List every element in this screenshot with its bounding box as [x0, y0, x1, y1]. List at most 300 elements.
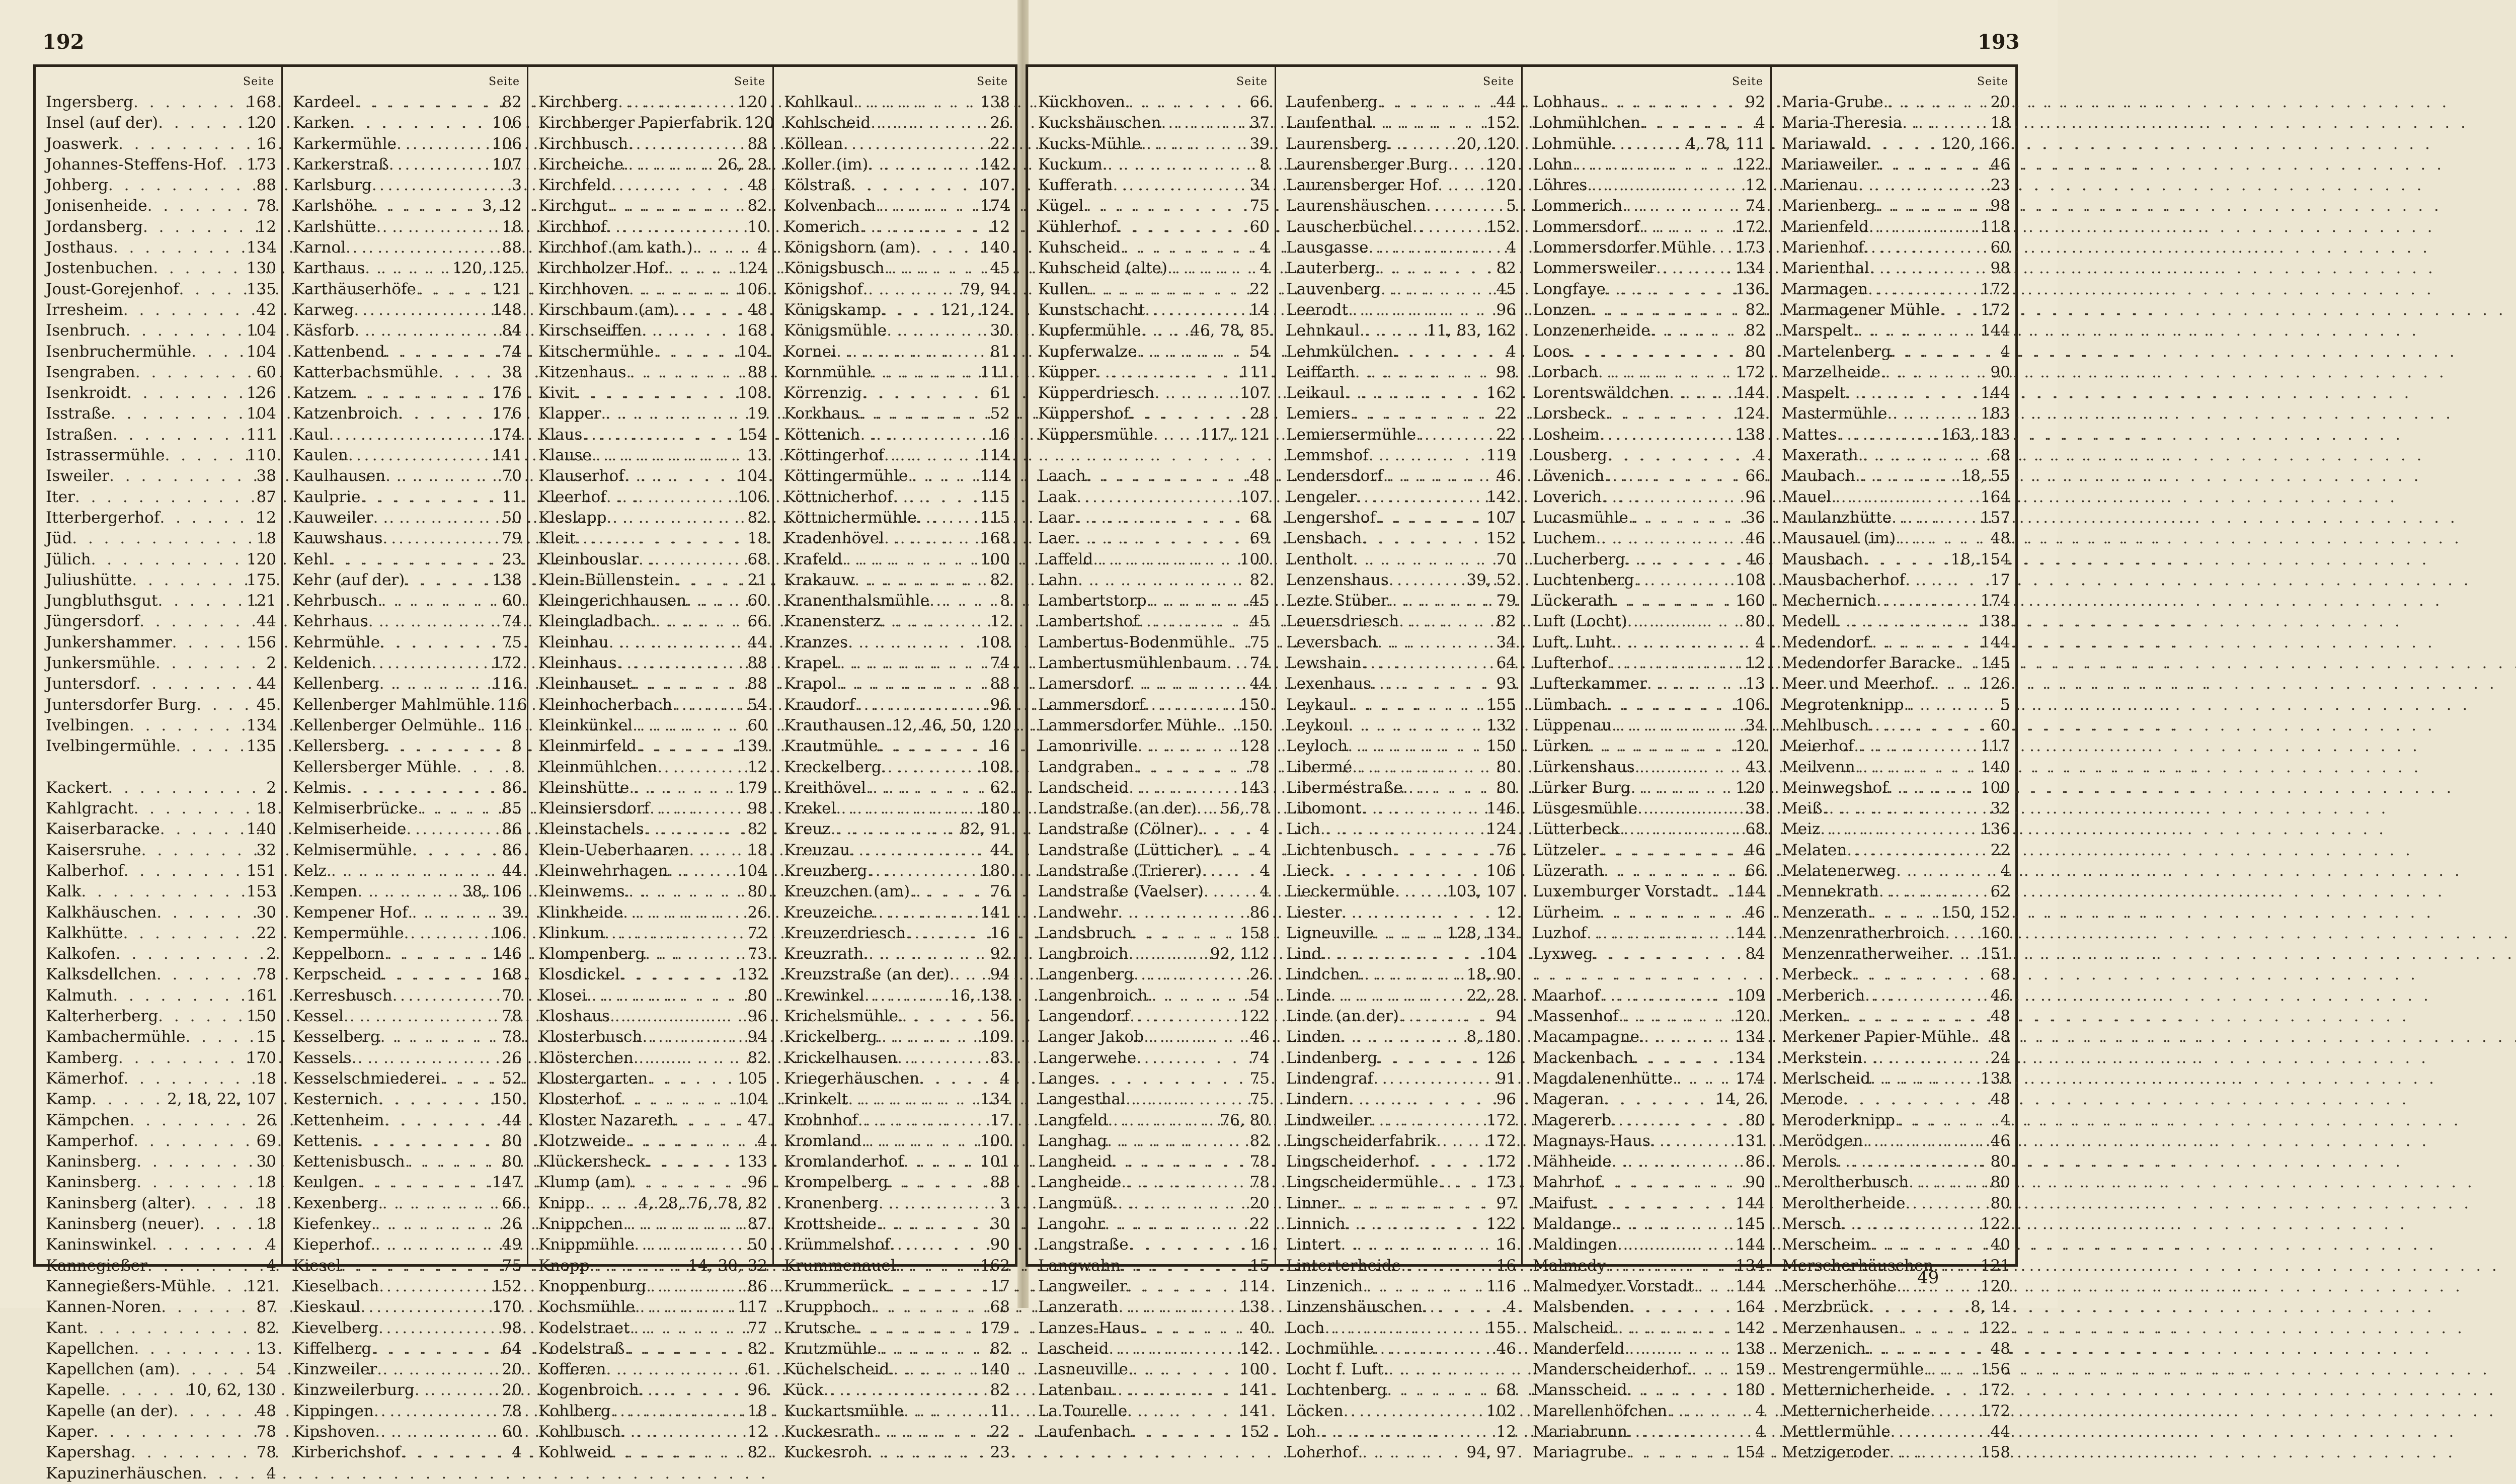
page-reference: 168 [980, 529, 1010, 548]
leader-dots [1139, 611, 1248, 632]
place-name: Kuckesroh [784, 1443, 868, 1462]
index-entry [1523, 92, 1770, 113]
page-reference: 120 [1486, 155, 1516, 174]
page-reference: 4 [2000, 342, 2010, 361]
leader-dots [1909, 1172, 1988, 1193]
leader-dots [1360, 964, 1464, 985]
leader-dots [1217, 715, 1238, 736]
index-entry [1772, 1297, 2015, 1317]
place-name: Kleingladbach [538, 612, 652, 631]
index-entry [1028, 1131, 1275, 1151]
page-reference: 85 [502, 799, 522, 818]
leader-dots [1612, 1214, 1734, 1234]
index-entry [283, 1006, 527, 1027]
place-name: Kufferath [1038, 176, 1113, 195]
index-entry [1276, 508, 1521, 528]
place-name: Marienthal [1782, 259, 1870, 278]
leader-dots [1141, 320, 1189, 341]
place-name: Menzenratherbroich [1782, 924, 1945, 942]
place-name: Lieck [1286, 861, 1329, 880]
index-entry [1772, 425, 2015, 445]
place-name: Köttnicherhof [784, 487, 893, 506]
page-reference: 142 [980, 155, 1010, 174]
index-entry [1276, 736, 1521, 757]
page-reference: 136 [1980, 820, 2010, 839]
place-name: Klinkheide [538, 903, 623, 922]
page-reference: 18 [747, 841, 767, 859]
page-reference: 20 [502, 1360, 522, 1379]
index-entry [36, 923, 281, 944]
page-reference: 118 [1980, 217, 2010, 236]
leader-dots [1125, 92, 1248, 113]
place-name: Kannegießer [46, 1256, 147, 1275]
leader-dots [1127, 1276, 1238, 1297]
leader-dots [1126, 1089, 1248, 1110]
index-entry [528, 1131, 772, 1151]
index-entry [1523, 1297, 1770, 1317]
page-reference: 180 [980, 861, 1010, 880]
leader-dots [910, 881, 988, 902]
place-name: Keldenich [293, 654, 371, 673]
index-entry [1276, 320, 1521, 341]
place-name: Medell [1782, 612, 1837, 631]
column-header: Seite [1236, 75, 1268, 88]
index-entry [774, 985, 1015, 1006]
leader-dots [1363, 1276, 1484, 1297]
place-name: Lucasmühle [1533, 508, 1628, 527]
place-name: Kippingen [293, 1401, 374, 1420]
place-name: Malmedyer Vorstadt [1533, 1277, 1694, 1295]
leader-dots [624, 1339, 745, 1359]
page-reference: 116 [492, 675, 522, 693]
page-reference: 172 [1980, 1401, 2010, 1420]
place-name: Lingscheiderhof [1286, 1152, 1414, 1171]
page-reference: 18 [502, 217, 522, 236]
leader-dots [1372, 113, 1484, 133]
page-reference: 10 [747, 217, 767, 236]
index-entry [1276, 1297, 1521, 1317]
place-name: Kleinwehrhagen [538, 861, 668, 880]
place-name: Lemmshof [1286, 446, 1369, 465]
place-name: Juliushütte [46, 570, 132, 589]
leader-dots [606, 487, 736, 508]
place-name: Küppershof [1038, 404, 1130, 423]
leader-dots [1902, 113, 1988, 133]
leader-dots [881, 300, 938, 320]
leader-dots [378, 1318, 500, 1339]
leader-dots [1869, 258, 1988, 279]
page-reference: 22 [1249, 280, 1270, 298]
leader-dots [365, 258, 450, 279]
leader-dots [644, 819, 746, 840]
index-entry [36, 1276, 281, 1297]
page-reference: 13 [747, 446, 767, 465]
leader-dots [404, 923, 490, 944]
place-name: Lüsgesmühle [1533, 799, 1638, 818]
place-name: Mariaweiler [1782, 155, 1878, 174]
leader-dots [854, 570, 988, 591]
index-entry [1523, 362, 1770, 383]
place-name: Klosei [538, 986, 587, 1005]
leader-dots [1600, 425, 1734, 445]
leader-dots [392, 985, 500, 1006]
index-entry [774, 1422, 1015, 1442]
leader-dots [1604, 1089, 1714, 1110]
place-name: Kerpscheid [293, 965, 382, 984]
index-entry [1028, 1380, 1275, 1400]
place-name: Klösterchen [538, 1048, 634, 1067]
place-name: Krickelberg [784, 1028, 878, 1046]
page-reference: 78 [256, 197, 276, 215]
leader-dots [1362, 528, 1484, 549]
leader-dots [1863, 1131, 1989, 1151]
page-reference: 138 [492, 570, 522, 589]
place-name: Libomont [1286, 799, 1362, 818]
place-name: Merkstein [1782, 1048, 1863, 1067]
index-entry [1028, 342, 1275, 362]
leader-dots [1639, 217, 1734, 237]
index-entry [1028, 861, 1275, 881]
page-reference: 86 [747, 1277, 767, 1295]
index-entry [36, 1110, 281, 1131]
place-name: Maldange [1533, 1215, 1612, 1233]
place-name: Kleinmirfeld [538, 737, 637, 756]
leader-dots [1598, 362, 1734, 383]
leader-dots [1438, 1172, 1484, 1193]
page-reference: 22 [1496, 404, 1516, 423]
leader-dots [81, 881, 244, 902]
index-entry [1276, 528, 1521, 549]
index-entry [1772, 964, 2015, 985]
index-entry [1772, 1276, 2015, 1297]
page-reference: 156 [1980, 1360, 2010, 1379]
place-name: Lengershof [1286, 508, 1376, 527]
leader-dots [674, 1110, 745, 1131]
page-reference: 20 [502, 1381, 522, 1399]
entry-list [1772, 89, 2015, 1463]
page-reference: 46, 78, 85 [1190, 321, 1270, 340]
leader-dots [1823, 798, 1989, 819]
page-reference: 4 [1755, 633, 1765, 651]
leader-dots [1144, 1027, 1247, 1047]
place-name: Käsforb [293, 321, 355, 340]
page-reference: 82 [1496, 259, 1516, 278]
page-reference: 156 [246, 633, 276, 651]
index-entry [528, 778, 772, 798]
page-reference: 96 [1496, 300, 1516, 319]
page-reference: 22 [990, 1423, 1010, 1441]
page-reference: 16 [990, 737, 1010, 756]
place-name: Lindweiler [1286, 1111, 1371, 1129]
leader-dots [352, 1048, 500, 1068]
leader-dots [1606, 1256, 1734, 1276]
leader-dots [1599, 840, 1744, 861]
leader-dots [1831, 487, 1978, 508]
place-name: Kattenbend [293, 342, 385, 361]
leader-dots [1128, 944, 1208, 964]
place-name: Loverich [1533, 487, 1602, 506]
index-entry [528, 861, 772, 881]
place-name: Kehrbusch [293, 592, 378, 610]
place-name: Isengraben [46, 363, 135, 381]
place-name: Krafeld [784, 550, 843, 568]
leader-dots [123, 923, 255, 944]
place-name: Lindenberg [1286, 1048, 1378, 1067]
place-name: Lüppenau [1533, 716, 1612, 734]
place-name: Krewinkel [784, 986, 864, 1005]
index-entry [1028, 134, 1275, 154]
index-entry [1772, 757, 2015, 778]
leader-dots [378, 1193, 500, 1214]
place-name: Landstraße (an der) [1038, 799, 1197, 818]
page-reference: 22 [1496, 425, 1516, 444]
index-entry [283, 1151, 527, 1172]
leader-dots [1870, 1068, 1979, 1089]
place-name: Kalkhütte [46, 924, 123, 942]
page-reference: 13 [256, 1339, 276, 1358]
page-reference: 18, 55 [1960, 467, 2010, 485]
leader-dots [866, 778, 988, 798]
index-entry [283, 1422, 527, 1442]
place-name: Kieselbach [293, 1277, 379, 1295]
leader-dots [1854, 736, 1979, 757]
leader-dots [94, 1422, 255, 1442]
index-entry [528, 154, 772, 175]
place-name: Junkersmühle [46, 654, 155, 673]
page-reference: 88 [747, 675, 767, 693]
leader-dots [1387, 1380, 1494, 1400]
place-name: Lausgasse [1286, 238, 1369, 257]
page-reference: 82 [990, 1381, 1010, 1399]
index-entry [1772, 300, 2015, 320]
page-reference: 46 [1990, 1131, 2010, 1150]
index-entry [528, 1214, 772, 1234]
place-name: Lexenhaus [1286, 675, 1372, 693]
index-entry [1772, 175, 2015, 196]
place-name: Meroderknipp [1782, 1111, 1895, 1129]
page-reference: 15 [256, 1028, 276, 1046]
index-entry [283, 736, 527, 757]
leader-dots [1074, 508, 1247, 528]
place-name: Kruppboch [784, 1298, 872, 1316]
place-name: Karlshütte [293, 217, 376, 236]
index-entry [283, 1193, 527, 1214]
place-name: Magnays-Haus [1533, 1131, 1650, 1150]
page-reference: 45 [256, 695, 276, 714]
place-name: Kitzenhaus [538, 363, 626, 381]
leader-dots [139, 611, 254, 632]
place-name: Karkerstraß [293, 155, 389, 174]
page-reference: 18 [256, 1215, 276, 1233]
place-name: Linzenshäuschen [1286, 1298, 1423, 1316]
page-reference: 116 [497, 695, 527, 714]
page-reference: 152 [492, 1277, 522, 1295]
place-name: Komerich [784, 217, 860, 236]
place-name: Lorbach [1533, 363, 1598, 381]
leader-dots [1866, 1339, 1989, 1359]
place-name: Kirchberg [538, 93, 618, 111]
page-reference: 75 [502, 633, 522, 651]
index-entry [528, 570, 772, 591]
index-entry [1523, 1380, 1770, 1400]
place-name: Kelmisermühle [293, 841, 412, 859]
leader-dots [624, 466, 736, 486]
leader-dots [412, 840, 500, 861]
page-reference: 48 [1990, 1007, 2010, 1026]
page-reference: 8 [512, 758, 522, 776]
page-reference: 147 [492, 1173, 522, 1192]
index-entry [283, 320, 527, 341]
place-name: Keulgen [293, 1173, 358, 1192]
page-reference: 172 [1486, 1152, 1516, 1171]
index-entry [1276, 1422, 1521, 1442]
index-entry [283, 445, 527, 466]
place-name: Körrenzig [784, 384, 862, 402]
place-name: Maldingen [1533, 1235, 1618, 1254]
leader-dots [885, 258, 988, 279]
page-reference: 48 [747, 300, 767, 319]
page-reference: 82 [990, 570, 1010, 589]
index-entry [1276, 923, 1521, 944]
index-entry [36, 591, 281, 611]
leader-dots [1219, 840, 1258, 861]
leader-dots [882, 757, 978, 778]
page-reference: 37 [1249, 114, 1270, 132]
place-name: Klotzweide [538, 1131, 626, 1150]
page-reference: 90 [1745, 1173, 1765, 1192]
place-name: Landstraße (Vaelser) [1038, 882, 1204, 901]
place-name: Irresheim [46, 300, 123, 319]
page-reference: 46 [1990, 155, 2010, 174]
leader-dots [118, 134, 255, 154]
place-name: Meiz [1782, 820, 1821, 839]
page-reference: 121, 124 [940, 300, 1010, 319]
place-name: Kieperhof [293, 1235, 371, 1254]
index-entry [283, 425, 527, 445]
place-name: Johannes-Steffens-Hof [46, 155, 222, 174]
page-reference: 82 [747, 508, 767, 527]
leader-dots [862, 383, 988, 403]
place-name: Kehr (auf der) [293, 570, 405, 589]
index-entry [1028, 113, 1275, 133]
page-reference: 104 [246, 342, 276, 361]
leader-dots [373, 508, 500, 528]
place-name: Kriegerhäuschen [784, 1069, 920, 1088]
page-reference: 62 [990, 778, 1010, 797]
page-reference: 106 [492, 134, 522, 153]
page-reference: 74 [990, 654, 1010, 673]
place-name: Kiffelberg [293, 1339, 372, 1358]
leader-dots [612, 1442, 746, 1463]
leader-dots [384, 736, 510, 757]
leader-dots [1852, 964, 1988, 985]
page-reference: 4 [1000, 1069, 1010, 1088]
leader-dots [890, 1234, 988, 1255]
place-name: Lohhaus [1533, 93, 1600, 111]
page-reference: 64 [502, 1339, 522, 1358]
index-entry [1028, 964, 1275, 985]
index-entry [1772, 861, 2015, 881]
page-reference: 66 [1745, 861, 1765, 880]
page-reference: 12 [1496, 1423, 1516, 1441]
leader-dots [75, 487, 255, 508]
leader-dots [1096, 362, 1238, 383]
page-reference: 38, 106 [462, 882, 522, 901]
place-name: Lehnkaul [1286, 321, 1360, 340]
place-name: Merscherhäuschen [1782, 1256, 1934, 1275]
place-name: Menzerath [1782, 903, 1868, 922]
place-name: Kronenberg [784, 1194, 879, 1212]
page-reference: 122 [1980, 1215, 2010, 1233]
leader-dots [1869, 632, 1979, 653]
place-name: Leversbach [1286, 633, 1378, 651]
leader-dots [1711, 881, 1733, 902]
index-entry [774, 881, 1015, 902]
page-reference: 87 [747, 1215, 767, 1233]
place-name: Landwehr [1038, 903, 1118, 922]
index-entry [528, 736, 772, 757]
index-entry [283, 1442, 527, 1463]
index-entry [1028, 902, 1275, 923]
index-entry [774, 154, 1015, 175]
place-name: Luzhof [1533, 924, 1587, 942]
page-reference: 88 [502, 238, 522, 257]
index-entry [1276, 757, 1521, 778]
leader-dots [1109, 1339, 1237, 1359]
leader-dots [842, 549, 978, 570]
place-name: Krapel [784, 654, 837, 673]
leader-dots [371, 1339, 500, 1359]
index-entry [1028, 549, 1275, 570]
place-name: Liester [1286, 903, 1342, 922]
page-reference: 144 [1735, 1235, 1765, 1254]
place-name: Kaninsberg [46, 1152, 137, 1171]
leader-dots [1614, 591, 1734, 611]
leader-dots [1127, 1401, 1238, 1422]
page-reference: 14, 26 [1715, 1090, 1765, 1109]
leader-dots [1342, 902, 1494, 923]
leader-dots [877, 1027, 978, 1047]
place-name: Kirchfeld [538, 176, 611, 195]
place-name: Lüzerath [1533, 861, 1604, 880]
place-name: Maria-Grube [1782, 93, 1883, 111]
page-reference: 12 [1745, 654, 1765, 673]
leader-dots [406, 819, 500, 840]
place-name: Köllean [784, 134, 843, 153]
page-reference: 39 [1249, 134, 1270, 153]
leader-dots [824, 1380, 988, 1400]
page-reference: 180 [980, 799, 1010, 818]
leader-dots [1572, 154, 1734, 175]
page-reference: 14 [1249, 300, 1270, 319]
place-name: Köttingerhof [784, 446, 884, 465]
index-column [281, 67, 527, 1462]
place-name: Loos [1533, 342, 1570, 361]
leader-dots [158, 1006, 245, 1027]
page-reference: 16 [990, 425, 1010, 444]
place-name: Isenbruch [46, 321, 126, 340]
place-name: Kromlanderhof [784, 1152, 904, 1171]
index-entry [1276, 798, 1521, 819]
index-entry [528, 1442, 772, 1463]
index-entry [36, 1027, 281, 1047]
leader-dots [191, 1193, 254, 1214]
page-reference: 32 [256, 841, 276, 859]
index-entry [774, 1442, 1015, 1463]
index-entry [774, 362, 1015, 383]
place-name: Meiß [1782, 799, 1823, 818]
page-reference: 46 [1496, 1339, 1516, 1358]
